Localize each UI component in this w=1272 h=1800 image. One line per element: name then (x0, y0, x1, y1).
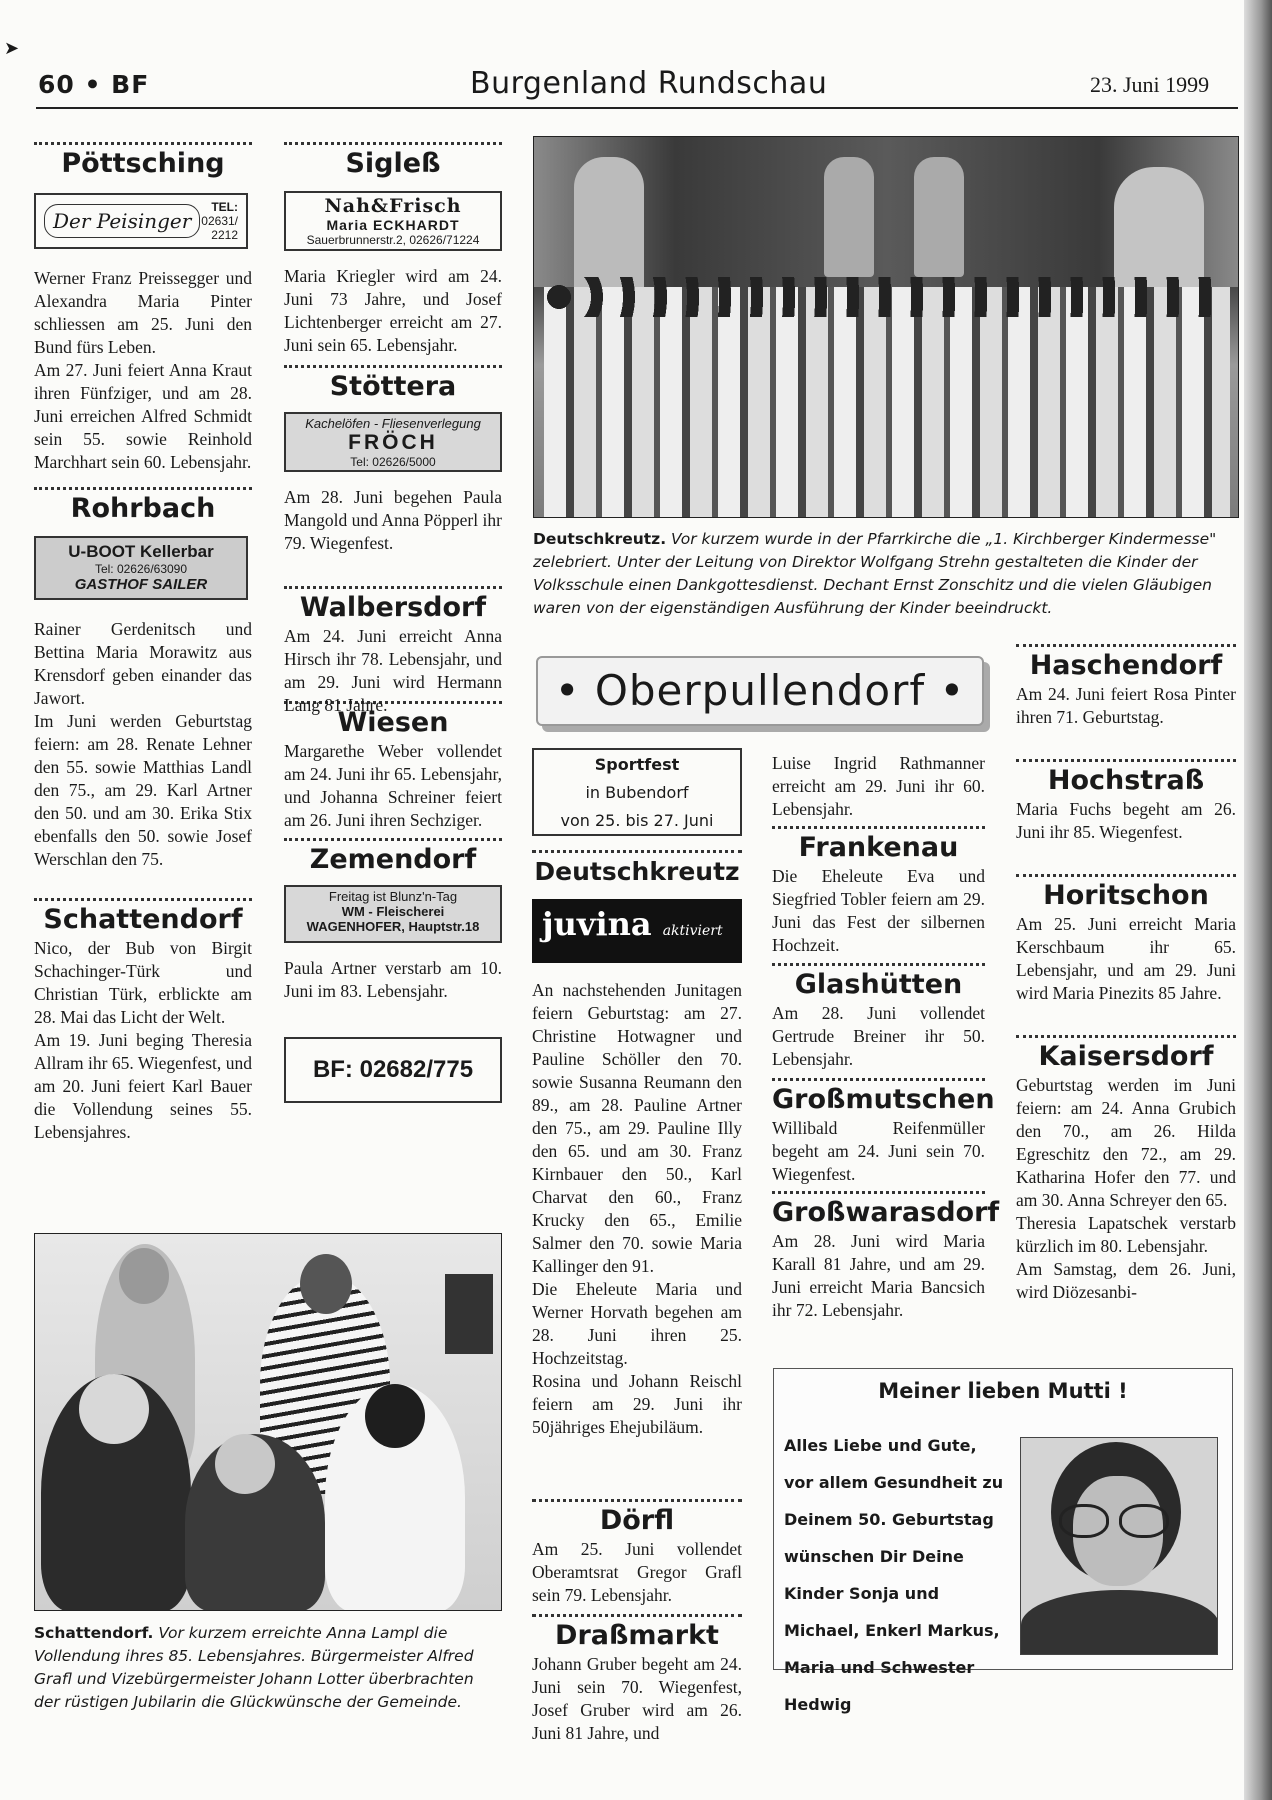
divider (1016, 759, 1236, 762)
sportfest-line3: von 25. bis 27. Juni (560, 811, 714, 830)
ad-nahfrisch-line1: Nah&Frisch (324, 195, 462, 217)
caption-text: Vor kurzem erreichte Anna Lampl die Vollendung ihres 85. Lebensjahres. Bürgermeister Alfred Grafl und Vizebürgermeister Johann Lotter überbrachten der rüstigen Jubilarin die Glückwünsche der Gemeinde. (34, 1624, 474, 1711)
portrait-photo (1020, 1437, 1218, 1655)
text-wiesen: Margarethe Weber vollendet am 24. Juni ihr 65. Lebensjahr, und Johanna Schreiner feiert am 26. Juni ihren Sechziger. (284, 741, 502, 830)
text-horitschon: Am 25. Juni erreicht Maria Kerschbaum ihr 65. Lebensjahr, und am 29. Juni wird Maria Pinezits 85 Jahre. (1016, 914, 1236, 1003)
divider (34, 142, 252, 145)
text-sigless: Maria Kriegler wird am 24. Juni 73 Jahre, und Josef Lichtenberger erreicht am 27. Juni sein 65. Lebensjahr. (284, 266, 502, 355)
ad-wagenhofer-line1: Freitag ist Blunz'n-Tag (328, 889, 458, 904)
ad-wagenhofer-line2: WM - Fleischerei (341, 904, 445, 919)
text-doerfl: Am 25. Juni vollendet Oberamtsrat Gregor Grafl sein 79. Lebensjahr. (532, 1539, 742, 1605)
heading-zemendorf: Zemendorf (309, 844, 477, 875)
caption-place: Deutschkreutz. (533, 530, 667, 548)
divider (34, 487, 252, 490)
text-poettsching: Werner Franz Preissegger und Alexandra Maria Pinter schliessen am 25. Juni den Bund fürs Leben. Am 27. Juni feiert Anna Kraut ihren Fünfziger, und am 28. Juni erreichen Alfred Schmidt sein 55. sowie Reinhold Marchhart sein 60. Lebensjahr. (34, 268, 252, 472)
text-glashuetten: Am 28. Juni vollendet Gertrude Breiner ihr 50. Lebensjahr. (772, 1003, 985, 1069)
heading-frankenau: Frankenau (798, 832, 959, 863)
text-frankenau: Die Eheleute Eva und Siegfried Tobler feiern am 29. Juni das Fest der silbernen Hochzeit. (772, 866, 985, 955)
column-3 (532, 748, 742, 1745)
heading-haschendorf: Haschendorf (1029, 650, 1223, 681)
heading-schattendorf: Schattendorf (43, 904, 243, 935)
ad-wagenhofer (284, 885, 502, 943)
header-rule (36, 107, 1238, 109)
heading-hochstrass: Hochstraß (1047, 765, 1205, 796)
divider (1016, 644, 1236, 647)
column-4 (772, 752, 1000, 1322)
ad-wagenhofer-line3: WAGENHOFER, Hauptstr.18 (306, 919, 480, 934)
divider (284, 365, 502, 368)
caption-text: Vor kurzem wurde in der Pfarrkirche die „1. Kirchberger Kindermesse" zelebriert. Unter der Leitung von Direktor Wolfgang Strehn gestalteten die Kinder der Volksschule einen Dankgottesdienst. Dechant Ernst Zonschitz und die vielen Gläubigen waren von der eigenständigen Ausführung der Kinder beeindruckt. (533, 530, 1217, 617)
sportfest-line1: Sportfest (594, 755, 680, 774)
ad-uboot-line2: Tel: 02626/63090 (94, 562, 188, 576)
ad-nahfrisch-line2: Maria ECKHARDT (326, 217, 460, 233)
juvina-sub: aktiviert (662, 923, 723, 939)
heading-doerfl: Dörfl (599, 1505, 675, 1536)
ad-tel-line2: 2212 (211, 228, 238, 242)
ad-froech-line2: FRÖCH (348, 431, 438, 454)
heading-grosswarasdorf: Großwarasdorf (772, 1197, 1000, 1228)
greeting-line7: Maria und Schwester (784, 1658, 975, 1677)
greeting-line5: Kinder Sonja und (784, 1584, 940, 1603)
heading-kaisersdorf: Kaisersdorf (1038, 1041, 1214, 1072)
divider (1016, 1035, 1236, 1038)
phone-box: BF: 02682/775 (284, 1037, 502, 1103)
divider (284, 838, 502, 841)
issue-date: 23. Juni 1999 (1090, 72, 1210, 97)
greeting-line3: Deinem 50. Geburtstag (784, 1510, 994, 1529)
divider (772, 1191, 985, 1194)
ad-tel-label: TEL: (211, 200, 238, 214)
heading-poettsching: Pöttsching (61, 148, 225, 179)
heading-glashuetten: Glashütten (794, 969, 963, 1000)
page-number: 60 • BF (38, 70, 150, 99)
heading-rohrbach: Rohrbach (70, 493, 216, 524)
caption-place: Schattendorf. (34, 1624, 154, 1642)
newspaper-title: Burgenland Rundschau (470, 66, 828, 101)
greeting-line8: Hedwig (784, 1695, 852, 1714)
ad-nahfrisch (284, 191, 502, 251)
text-deutschkreutz: An nachstehenden Junitagen feiern Geburtstag: am 27. Christine Hotwagner und Pauline Schöller den 70. sowie Susanna Reumann den 89., am 28. Pauline Artner den 75., am 29. Pauline Illy den 65. und am 30. Franz Kirnbauer den 50., Karl Charvat den 60., Franz Krucky den 65., Emilie Salmer den 70. sowie Maria Kallinger den 91. Die Eheleute Maria und Werner Horvath begehen am 28. Juni ihren 25. Hochzeitstag. Rosina und Johann Reischl feiern am 29. Juni ihr 50jähriges Ehejubiläum. (532, 980, 742, 1437)
juvina-logo: juvina (542, 905, 652, 943)
heading-sigless: Sigleß (345, 148, 441, 179)
column-1 (34, 138, 252, 1144)
text-zemendorf: Paula Artner verstarb am 10. Juni im 83. Lebensjahr. (284, 958, 502, 1001)
family-photo (34, 1233, 502, 1611)
divider (34, 898, 252, 901)
text-schattendorf: Nico, der Bub von Birgit Schachinger-Türk und Christian Türk, erblickte am 28. Mai das Licht der Welt. Am 19. Juni beging Theresia Allram ihr 65. Wiegenfest, und am 20. Juni feiert Karl Bauer die Vollendung seines 55. Lebensjahres. (34, 938, 252, 1142)
greeting-line1: Alles Liebe und Gute, (784, 1436, 977, 1455)
church-group-photo (533, 136, 1239, 518)
divider (284, 586, 502, 589)
sportfest-line2: in Bubendorf (585, 783, 689, 802)
divider (532, 1614, 742, 1617)
text-stoettera: Am 28. Juni begehen Paula Mangold und Anna Pöpperl ihr 79. Wiegenfest. (284, 487, 502, 553)
peisinger-logo: Der Peisinger (44, 204, 200, 238)
heading-wiesen: Wiesen (337, 707, 449, 738)
district-title: • Oberpullendorf • (554, 666, 966, 715)
ad-froech-line1: Kachelöfen - Fliesenverlegung (305, 416, 481, 431)
ad-peisinger (34, 193, 248, 249)
divider (772, 1078, 985, 1081)
greeting-line2: vor allem Gesundheit zu (784, 1473, 1004, 1492)
ad-uboot (34, 536, 248, 600)
heading-walbersdorf: Walbersdorf (299, 592, 487, 623)
text-rathmanner: Luise Ingrid Rathmanner erreicht am 29. Juni ihr 60. Lebensjahr. (772, 753, 985, 819)
greeting-box (773, 1368, 1233, 1714)
ad-froech-line3: Tel: 02626/5000 (350, 455, 436, 469)
sportfest-box (532, 748, 742, 836)
divider (772, 963, 985, 966)
text-walbersdorf: Am 24. Juni erreicht Anna Hirsch ihr 78. Lebensjahr, und am 29. Juni wird Hermann Lang 81 Jahre. (284, 626, 502, 715)
divider (532, 1499, 742, 1502)
page-edge (1244, 0, 1272, 1800)
text-drassmarkt: Johann Gruber begeht am 24. Juni sein 70. Wiegenfest, Josef Gruber wird am 26. Juni 81 Jahre, und (532, 1654, 742, 1743)
divider (284, 142, 502, 145)
ad-uboot-line1: U-BOOT Kellerbar (68, 542, 214, 561)
text-kaisersdorf: Geburtstag werden im Juni feiern: am 24. Anna Grubich den 70., am 26. Hilda Egreschitz den 72., am 29. Katharina Hofer den 77. und am 30. Anna Schreyer den 65. Theresia Lapatschek verstarb kürzlich im 80. Lebensjahr. Am Samstag, dem 26. Juni, wird Diözesanbi- (1016, 1075, 1236, 1302)
heading-deutschkreutz: Deutschkreutz (534, 857, 740, 886)
heading-grossmutschen: Großmutschen (772, 1084, 995, 1115)
heading-horitschon: Horitschon (1043, 880, 1209, 911)
church-photo-caption (533, 528, 1239, 620)
text-haschendorf: Am 24. Juni feiert Rosa Pinter ihren 71. Geburtstag. (1016, 684, 1236, 727)
ad-tel-line1: 02631/ (201, 214, 238, 228)
family-photo-caption (34, 1622, 502, 1714)
heading-drassmarkt: Draßmarkt (555, 1620, 719, 1651)
heading-stoettera: Stöttera (329, 371, 457, 402)
text-rohrbach: Rainer Gerdenitsch und Bettina Maria Morawitz aus Krensdorf geben einander das Jawort. Im Juni werden Geburtstag feiern: am 28. Renate Lehner den 55. sowie Matthias Landl den 75., am 29. Karl Artner den 50. und am 30. Erika Stix ebenfalls den 50. sowie Josef Werschlan den 75. (34, 619, 252, 869)
text-hochstrass: Maria Fuchs begeht am 26. Juni ihr 85. Wiegenfest. (1016, 799, 1236, 842)
corner-arrow-icon: ➤ (4, 38, 20, 58)
ad-uboot-line3: GASTHOF SAILER (74, 576, 208, 593)
divider (772, 826, 985, 829)
column-2 (284, 138, 502, 1103)
greeting-line4: wünschen Dir Deine (784, 1547, 964, 1566)
column-5 (1016, 640, 1236, 1304)
ad-froech (284, 412, 502, 472)
district-banner (536, 656, 984, 726)
text-grossmutschen: Willibald Reifenmüller begeht am 24. Juni sein 70. Wiegenfest. (772, 1118, 985, 1184)
text-grosswarasdorf: Am 28. Juni wird Maria Karall 81 Jahre, und am 29. Juni erreicht Maria Bancsich ihr 72. Lebensjahr. (772, 1231, 985, 1320)
ad-juvina (532, 899, 742, 963)
divider (532, 850, 742, 853)
greeting-line6: Michael, Enkerl Markus, (784, 1621, 1000, 1640)
greeting-title: Meiner lieben Mutti ! (878, 1379, 1128, 1403)
divider (1016, 874, 1236, 877)
ad-nahfrisch-line3: Sauerbrunnerstr.2, 02626/71224 (306, 233, 480, 247)
